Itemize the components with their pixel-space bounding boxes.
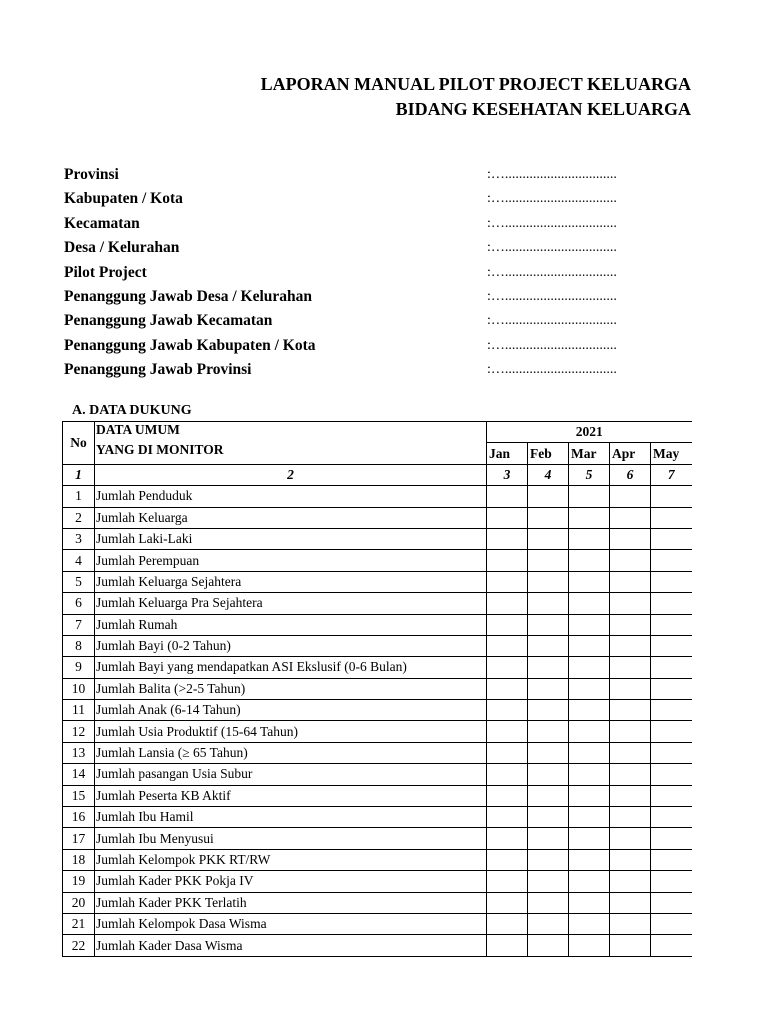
- info-row: [64, 166, 704, 190]
- table-row: [63, 721, 692, 742]
- month-value-cell[interactable]: [569, 828, 610, 849]
- month-value-cell[interactable]: [487, 486, 528, 507]
- row-label: Jumlah Keluarga: [95, 507, 487, 528]
- info-value-field[interactable]: :…................................: [487, 167, 617, 182]
- data-column-header: [95, 422, 487, 465]
- month-value-cell[interactable]: [487, 700, 528, 721]
- info-value-field[interactable]: :…................................: [487, 240, 617, 256]
- month-header: Feb: [528, 443, 569, 464]
- month-value-cell[interactable]: [528, 678, 569, 699]
- month-value-cell[interactable]: [569, 764, 610, 785]
- info-label: Provinsi: [64, 166, 119, 183]
- table-row: [63, 785, 692, 806]
- row-number: 17: [63, 828, 95, 849]
- row-number: 20: [63, 892, 95, 913]
- month-value-cell[interactable]: [569, 785, 610, 806]
- column-number: 7: [651, 464, 692, 485]
- info-row: [64, 337, 704, 361]
- month-value-cell[interactable]: [651, 593, 692, 614]
- info-row: [64, 312, 704, 336]
- column-number: 5: [569, 464, 610, 485]
- info-label: Penanggung Jawab Provinsi: [64, 361, 252, 379]
- no-column-header: No: [63, 422, 95, 465]
- data-column-header-line-2: YANG DI MONITOR: [96, 442, 224, 457]
- month-value-cell[interactable]: [610, 614, 651, 635]
- month-value-cell[interactable]: [610, 700, 651, 721]
- month-value-cell[interactable]: [569, 742, 610, 763]
- month-value-cell[interactable]: [610, 486, 651, 507]
- month-value-cell[interactable]: [528, 892, 569, 913]
- row-number: 4: [63, 550, 95, 571]
- month-value-cell[interactable]: [610, 571, 651, 592]
- row-number: 8: [63, 635, 95, 656]
- month-value-cell[interactable]: [610, 593, 651, 614]
- info-label: Kecamatan: [64, 214, 140, 232]
- info-value-field[interactable]: :…................................: [487, 215, 617, 231]
- table-row: [63, 742, 692, 763]
- row-label: Jumlah Lansia (≥ 65 Tahun): [95, 742, 487, 763]
- info-value-field[interactable]: :…................................: [487, 191, 617, 207]
- info-label: Kabupaten / Kota: [64, 190, 183, 208]
- month-value-cell[interactable]: [528, 571, 569, 592]
- month-value-cell[interactable]: [528, 807, 569, 828]
- month-value-cell[interactable]: [651, 871, 692, 892]
- row-label: Jumlah Kelompok Dasa Wisma: [95, 913, 487, 934]
- month-value-cell[interactable]: [651, 657, 692, 678]
- month-value-cell[interactable]: [528, 828, 569, 849]
- data-table: [62, 421, 692, 957]
- row-number: 5: [63, 571, 95, 592]
- row-label: Jumlah Peserta KB Aktif: [95, 785, 487, 806]
- table-row: [63, 528, 692, 549]
- month-value-cell[interactable]: [487, 849, 528, 870]
- row-number: 21: [63, 913, 95, 934]
- month-value-cell[interactable]: [569, 935, 610, 956]
- table-row: [63, 935, 692, 956]
- section-heading: A. DATA DUKUNG: [72, 403, 192, 418]
- column-number: 3: [487, 464, 528, 485]
- table-row: [63, 486, 692, 507]
- month-value-cell[interactable]: [487, 807, 528, 828]
- row-label: Jumlah Bayi yang mendapatkan ASI Ekslusif (0-6 Bulan): [95, 657, 487, 678]
- info-value-field[interactable]: :…................................: [487, 362, 617, 378]
- month-value-cell[interactable]: [610, 807, 651, 828]
- month-value-cell[interactable]: [487, 871, 528, 892]
- column-number: 4: [528, 464, 569, 485]
- month-value-cell[interactable]: [610, 764, 651, 785]
- month-value-cell[interactable]: [651, 849, 692, 870]
- month-value-cell[interactable]: [528, 871, 569, 892]
- info-label: Pilot Project: [64, 263, 147, 281]
- info-row: [64, 215, 704, 239]
- table-row: [63, 657, 692, 678]
- info-fields: [64, 166, 704, 386]
- column-number: 6: [610, 464, 651, 485]
- row-label: Jumlah Kader PKK Terlatih: [95, 892, 487, 913]
- info-label: Penanggung Jawab Kabupaten / Kota: [64, 336, 316, 354]
- month-value-cell[interactable]: [528, 635, 569, 656]
- month-value-cell[interactable]: [528, 550, 569, 571]
- year-header: 2021: [487, 422, 692, 443]
- row-label: Jumlah Keluarga Sejahtera: [95, 571, 487, 592]
- row-label: Jumlah pasangan Usia Subur: [95, 764, 487, 785]
- row-label: Jumlah Laki-Laki: [95, 528, 487, 549]
- month-value-cell[interactable]: [569, 678, 610, 699]
- month-value-cell[interactable]: [651, 635, 692, 656]
- month-value-cell[interactable]: [487, 657, 528, 678]
- month-value-cell[interactable]: [651, 913, 692, 934]
- month-value-cell[interactable]: [610, 721, 651, 742]
- row-number: 1: [63, 486, 95, 507]
- row-label: Jumlah Ibu Hamil: [95, 807, 487, 828]
- month-value-cell[interactable]: [569, 721, 610, 742]
- month-value-cell[interactable]: [569, 657, 610, 678]
- month-value-cell[interactable]: [487, 678, 528, 699]
- month-value-cell[interactable]: [569, 571, 610, 592]
- month-value-cell[interactable]: [651, 721, 692, 742]
- month-value-cell[interactable]: [569, 593, 610, 614]
- month-value-cell[interactable]: [487, 721, 528, 742]
- month-value-cell[interactable]: [528, 935, 569, 956]
- month-value-cell[interactable]: [487, 571, 528, 592]
- row-label: Jumlah Kader Dasa Wisma: [95, 935, 487, 956]
- column-number: 2: [95, 464, 487, 485]
- month-value-cell[interactable]: [528, 657, 569, 678]
- month-value-cell[interactable]: [569, 892, 610, 913]
- month-value-cell[interactable]: [528, 593, 569, 614]
- month-value-cell[interactable]: [487, 550, 528, 571]
- table-row: [63, 507, 692, 528]
- month-value-cell[interactable]: [651, 785, 692, 806]
- month-value-cell[interactable]: [610, 528, 651, 549]
- month-value-cell[interactable]: [528, 849, 569, 870]
- month-header: Jan: [487, 443, 528, 464]
- info-value-field[interactable]: :…................................: [487, 337, 617, 353]
- month-value-cell[interactable]: [610, 742, 651, 763]
- table-row: [63, 913, 692, 934]
- month-value-cell[interactable]: [487, 892, 528, 913]
- month-value-cell[interactable]: [651, 507, 692, 528]
- row-label: Jumlah Penduduk: [95, 486, 487, 507]
- row-number: 12: [63, 721, 95, 742]
- month-value-cell[interactable]: [651, 700, 692, 721]
- info-value-field[interactable]: :…................................: [487, 288, 617, 304]
- month-value-cell[interactable]: [487, 935, 528, 956]
- info-row: [64, 264, 704, 288]
- info-row: [64, 361, 704, 385]
- month-value-cell[interactable]: [487, 785, 528, 806]
- month-value-cell[interactable]: [528, 785, 569, 806]
- table-row: [63, 678, 692, 699]
- info-label: Penanggung Jawab Kecamatan: [64, 312, 273, 330]
- info-value-field[interactable]: :…................................: [487, 264, 617, 280]
- month-value-cell[interactable]: [651, 892, 692, 913]
- column-number: 1: [63, 464, 95, 485]
- row-label: Jumlah Kelompok PKK RT/RW: [95, 849, 487, 870]
- month-value-cell[interactable]: [487, 742, 528, 763]
- data-column-header-line-1: DATA UMUM: [96, 422, 180, 437]
- month-value-cell[interactable]: [487, 614, 528, 635]
- table-row: [63, 764, 692, 785]
- row-number: 19: [63, 871, 95, 892]
- month-value-cell[interactable]: [569, 528, 610, 549]
- table-row: [63, 700, 692, 721]
- row-label: Jumlah Anak (6-14 Tahun): [95, 700, 487, 721]
- info-row: [64, 239, 704, 263]
- month-header: Apr: [610, 443, 651, 464]
- month-value-cell[interactable]: [569, 635, 610, 656]
- month-value-cell[interactable]: [569, 550, 610, 571]
- month-value-cell[interactable]: [610, 507, 651, 528]
- month-value-cell[interactable]: [528, 700, 569, 721]
- month-value-cell[interactable]: [651, 807, 692, 828]
- info-row: [64, 190, 704, 214]
- month-value-cell[interactable]: [610, 785, 651, 806]
- month-value-cell[interactable]: [610, 828, 651, 849]
- report-title-line-2: BIDANG KESEHATAN KELUARGA: [395, 99, 691, 119]
- row-number: 15: [63, 785, 95, 806]
- month-value-cell[interactable]: [569, 913, 610, 934]
- row-number: 11: [63, 700, 95, 721]
- month-value-cell[interactable]: [487, 507, 528, 528]
- month-value-cell[interactable]: [610, 892, 651, 913]
- month-value-cell[interactable]: [487, 828, 528, 849]
- month-value-cell[interactable]: [569, 849, 610, 870]
- month-value-cell[interactable]: [487, 635, 528, 656]
- table-row: [63, 828, 692, 849]
- month-value-cell[interactable]: [528, 913, 569, 934]
- month-value-cell[interactable]: [569, 871, 610, 892]
- row-label: Jumlah Balita (>2-5 Tahun): [95, 678, 487, 699]
- month-value-cell[interactable]: [610, 935, 651, 956]
- month-value-cell[interactable]: [651, 764, 692, 785]
- month-value-cell[interactable]: [610, 657, 651, 678]
- row-label: Jumlah Usia Produktif (15-64 Tahun): [95, 721, 487, 742]
- month-value-cell[interactable]: [569, 486, 610, 507]
- month-value-cell[interactable]: [569, 807, 610, 828]
- table-row: [63, 871, 692, 892]
- month-value-cell[interactable]: [487, 913, 528, 934]
- row-number: 22: [63, 935, 95, 956]
- table-row: [63, 550, 692, 571]
- row-label: Jumlah Bayi (0-2 Tahun): [95, 635, 487, 656]
- row-number: 10: [63, 678, 95, 699]
- month-value-cell[interactable]: [651, 486, 692, 507]
- row-number: 16: [63, 807, 95, 828]
- table-row: [63, 593, 692, 614]
- row-number: 7: [63, 614, 95, 635]
- row-label: Jumlah Rumah: [95, 614, 487, 635]
- month-value-cell[interactable]: [651, 935, 692, 956]
- row-number: 3: [63, 528, 95, 549]
- row-label: Jumlah Keluarga Pra Sejahtera: [95, 593, 487, 614]
- month-value-cell[interactable]: [528, 721, 569, 742]
- info-value-field[interactable]: :…................................: [487, 313, 617, 329]
- month-value-cell[interactable]: [610, 849, 651, 870]
- month-value-cell[interactable]: [651, 571, 692, 592]
- month-value-cell[interactable]: [528, 528, 569, 549]
- month-value-cell[interactable]: [651, 678, 692, 699]
- month-value-cell[interactable]: [610, 550, 651, 571]
- row-label: Jumlah Ibu Menyusui: [95, 828, 487, 849]
- month-value-cell[interactable]: [610, 871, 651, 892]
- month-value-cell[interactable]: [487, 593, 528, 614]
- row-number: 14: [63, 764, 95, 785]
- month-value-cell[interactable]: [610, 913, 651, 934]
- month-value-cell[interactable]: [569, 614, 610, 635]
- table-row: [63, 892, 692, 913]
- month-value-cell[interactable]: [651, 528, 692, 549]
- month-value-cell[interactable]: [651, 614, 692, 635]
- table-row: [63, 635, 692, 656]
- row-number: 2: [63, 507, 95, 528]
- month-value-cell[interactable]: [528, 614, 569, 635]
- row-label: Jumlah Kader PKK Pokja IV: [95, 871, 487, 892]
- month-header: May: [651, 443, 692, 464]
- month-value-cell[interactable]: [610, 678, 651, 699]
- row-label: Jumlah Perempuan: [95, 550, 487, 571]
- table-row: [63, 849, 692, 870]
- month-header: Mar: [569, 443, 610, 464]
- info-label: Penanggung Jawab Desa / Kelurahan: [64, 287, 313, 305]
- table-row: [63, 807, 692, 828]
- month-value-cell[interactable]: [569, 507, 610, 528]
- month-value-cell[interactable]: [569, 700, 610, 721]
- month-value-cell[interactable]: [487, 528, 528, 549]
- row-number: 6: [63, 593, 95, 614]
- month-value-cell[interactable]: [651, 550, 692, 571]
- row-number: 9: [63, 657, 95, 678]
- row-number: 18: [63, 849, 95, 870]
- table-row: [63, 614, 692, 635]
- month-value-cell[interactable]: [651, 828, 692, 849]
- month-value-cell[interactable]: [487, 764, 528, 785]
- table-row: [63, 571, 692, 592]
- month-value-cell[interactable]: [528, 486, 569, 507]
- info-label: Desa / Kelurahan: [64, 239, 180, 257]
- month-value-cell[interactable]: [528, 764, 569, 785]
- info-row: [64, 288, 704, 312]
- report-title-line-1: LAPORAN MANUAL PILOT PROJECT KELUARGA: [260, 74, 691, 94]
- month-value-cell[interactable]: [528, 742, 569, 763]
- row-number: 13: [63, 742, 95, 763]
- month-value-cell[interactable]: [651, 742, 692, 763]
- month-value-cell[interactable]: [528, 507, 569, 528]
- month-value-cell[interactable]: [610, 635, 651, 656]
